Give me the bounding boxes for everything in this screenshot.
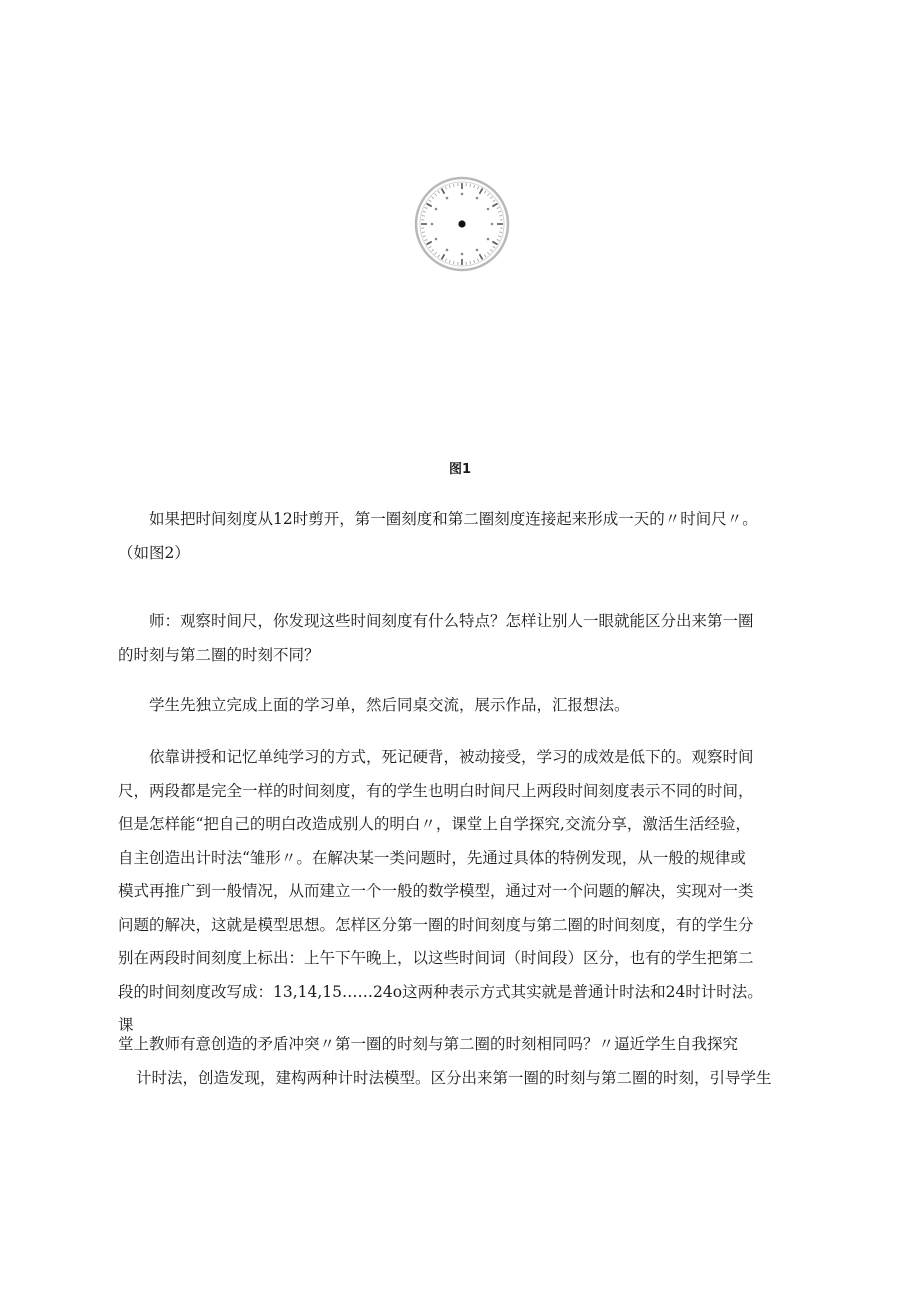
paragraph-4 bbox=[118, 741, 818, 1043]
clock-hour-dot bbox=[435, 208, 438, 211]
text-line: 但是怎样能“把自己的明白改造成别人的明白〃，课堂上自学探究,交流分享，激活生活经验， bbox=[118, 815, 751, 833]
clock-hour-dot bbox=[487, 208, 490, 211]
clock-hour-dot bbox=[431, 223, 434, 226]
clock-face-figure bbox=[414, 176, 510, 272]
paragraph-2 bbox=[118, 605, 818, 672]
text-line: 的时刻与第二圈的时刻不同？ bbox=[118, 645, 320, 664]
clock-hour-dot bbox=[461, 193, 464, 196]
clock-hour-dot bbox=[446, 249, 449, 252]
clock-face-icon bbox=[414, 176, 510, 272]
clock-hour-dot bbox=[476, 197, 479, 200]
text-line: 依靠讲授和记忆单纯学习的方式，死记硬背，被动接受，学习的成效是低下的。观察时间 bbox=[149, 748, 754, 766]
text-line: 尺，两段都是完全一样的时间刻度，有的学生也明白时间尺上两段时间刻度表示不同的时间， bbox=[118, 781, 754, 800]
text-line: 课 bbox=[118, 1016, 134, 1034]
clock-hour-dot bbox=[435, 238, 438, 241]
text-line: 师：观察时间尺，你发现这些时间刻度有什么特点？怎样让别人一眼就能区分出来第一圈 bbox=[149, 612, 754, 630]
text-line: 模式再推广到一般情况，从而建立一个一般的数学模型，通过对一个问题的解决，实现对一类 bbox=[118, 882, 754, 900]
clock-hour-dot bbox=[491, 223, 494, 226]
figure-caption: 图1 bbox=[448, 462, 472, 477]
text-line: 学生先独立完成上面的学习单，然后同桌交流，展示作品，汇报想法。 bbox=[149, 696, 630, 714]
text-line: 自主创造出计时法“雏形〃。在解决某一类问题时，先通过具体的特例发现，从一般的规律或 bbox=[118, 848, 746, 867]
text-line: 段的时间刻度改写成：13,14,15……24o这两种表示方式其实就是普通计时法和24时计时法。 bbox=[118, 982, 763, 1001]
clock-hour-dot bbox=[461, 253, 464, 256]
clock-hour-dot bbox=[487, 238, 490, 241]
paragraph-3 bbox=[118, 689, 818, 723]
paragraph-5 bbox=[118, 1028, 818, 1095]
text-line: （如图2） bbox=[118, 543, 190, 562]
clock-hour-dot bbox=[446, 197, 449, 200]
text-line: 堂上教师有意创造的矛盾冲突〃第一圈的时刻与第二圈的时刻相同吗？〃逼近学生自我探究 bbox=[118, 1035, 739, 1053]
text-line: 别在两段时间刻度上标出：上午下午晚上，以这些时间词（时间段）区分，也有的学生把第二 bbox=[118, 949, 754, 967]
text-line: 问题的解决，这就是模型思想。怎样区分第一圈的时间刻度与第二圈的时间刻度，有的学生分 bbox=[118, 915, 754, 934]
paragraph-1 bbox=[118, 503, 818, 570]
text-line: 计时法，创造发现，建构两种计时法模型。区分出来第一圈的时刻与第二圈的时刻，引导学生 bbox=[136, 1068, 772, 1087]
text-line: 如果把时间刻度从12时剪开，第一圈刻度和第二圈刻度连接起来形成一天的〃时间尺〃。 bbox=[149, 510, 758, 528]
clock-hour-dot bbox=[476, 249, 479, 252]
